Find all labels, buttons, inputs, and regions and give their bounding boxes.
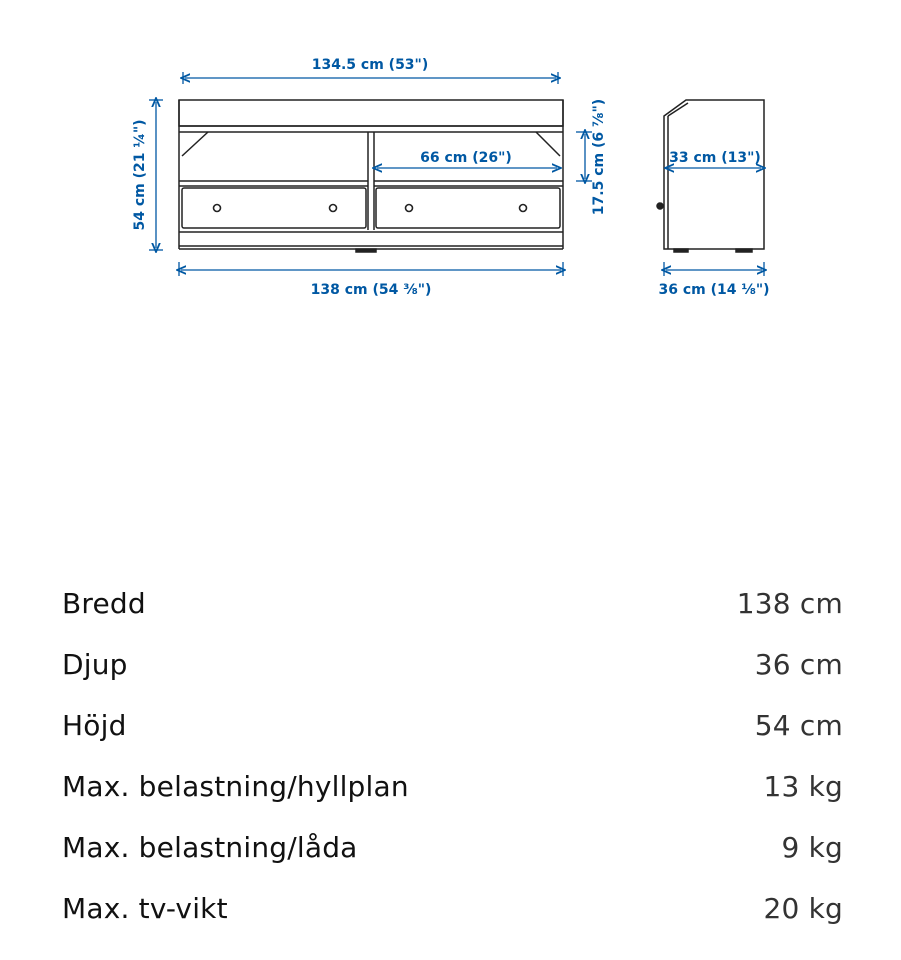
spec-label: Max. tv-vikt	[62, 892, 228, 925]
specifications-list	[62, 573, 843, 939]
spec-label: Djup	[62, 648, 128, 681]
drawer-knob-icon	[214, 205, 221, 212]
spec-value: 13 kg	[763, 770, 843, 803]
dimension-drawing	[0, 0, 901, 330]
compartment-height-label: 17.5 cm (6 ⅞")	[591, 98, 607, 216]
spec-row-width	[62, 573, 843, 634]
spec-label: Bredd	[62, 587, 146, 620]
spec-row-max-load-shelf	[62, 756, 843, 817]
side-inner-depth-label: 33 cm (13")	[669, 150, 761, 166]
bottom-width-label: 138 cm (54 ⅜")	[310, 282, 432, 298]
spec-label: Max. belastning/låda	[62, 831, 358, 864]
spec-row-height	[62, 695, 843, 756]
drawer-knob-icon	[406, 205, 413, 212]
drawer-knob-icon	[330, 205, 337, 212]
height-label: 54 cm (21 ¼")	[132, 119, 148, 231]
side-knob-icon	[657, 203, 663, 209]
spec-row-max-load-drawer	[62, 817, 843, 878]
spec-value: 36 cm	[754, 648, 843, 681]
compartment-width-label: 66 cm (26")	[420, 150, 512, 166]
side-depth-label: 36 cm (14 ⅛")	[658, 282, 770, 298]
top-width-label: 134.5 cm (53")	[311, 57, 429, 73]
spec-value: 54 cm	[754, 709, 843, 742]
front-view-bench	[179, 100, 563, 252]
drawer-knob-icon	[520, 205, 527, 212]
spec-value: 9 kg	[781, 831, 843, 864]
side-view-bench	[657, 100, 764, 252]
spec-row-depth	[62, 634, 843, 695]
drawer-knobs	[214, 205, 527, 212]
spec-row-max-tv-weight	[62, 878, 843, 939]
spec-value: 20 kg	[763, 892, 843, 925]
spec-label: Max. belastning/hyllplan	[62, 770, 409, 803]
spec-label: Höjd	[62, 709, 127, 742]
spec-value: 138 cm	[736, 587, 843, 620]
